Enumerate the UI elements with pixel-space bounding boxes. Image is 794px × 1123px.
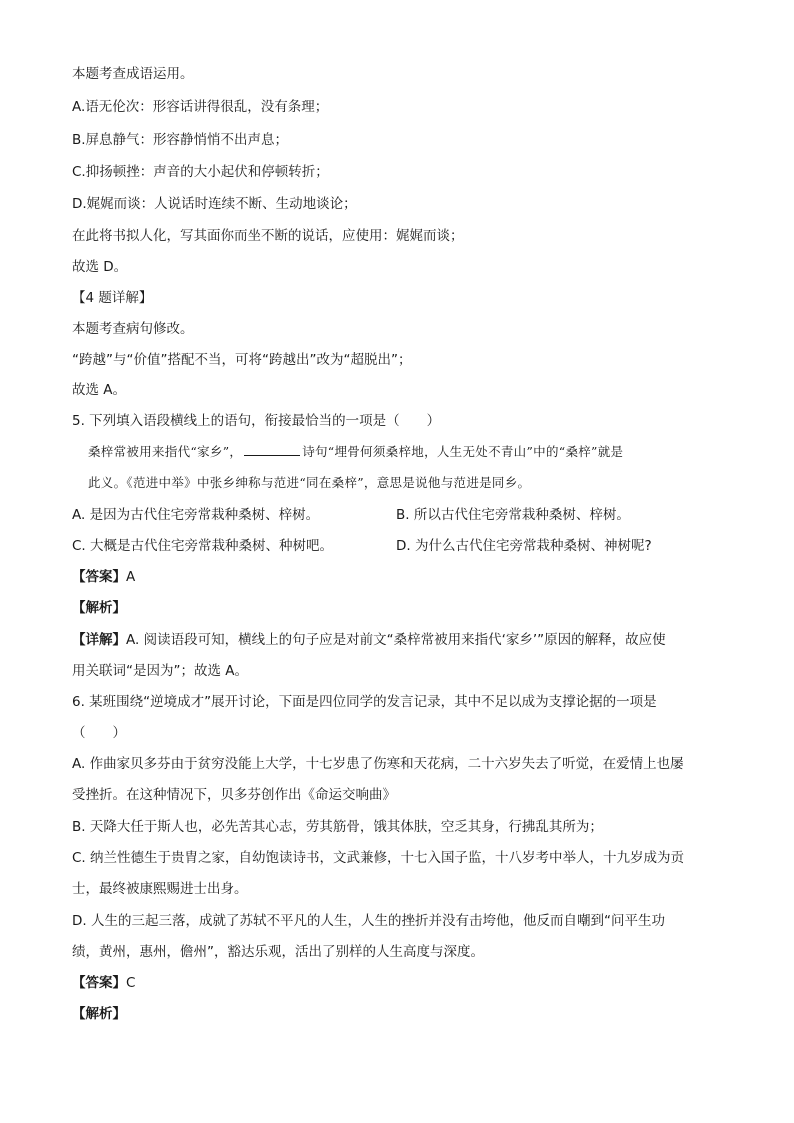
answer-value: A: [126, 569, 136, 585]
text-line: 受挫折。在这种情况下，贝多芬创作出《命运交响曲》: [72, 787, 396, 803]
text-line: 在此将书拟人化，写其面你而坐不断的说话，应使用：娓娓而谈；: [72, 228, 464, 244]
answer-line: [72, 973, 135, 993]
option-b: B. 天降大任于斯人也，必先苦其心志，劳其筋骨，饿其体肤，空乏其身，行拂乱其所为；: [72, 819, 603, 835]
option-c: C. 纳兰性德生于贵胄之家，自幼饱读诗书，文武兼修，十七入国子监，十八岁考中举人，十九岁成为贡: [72, 850, 685, 866]
option-a: A. 是因为古代住宅旁常栽种桑树、梓树。: [72, 507, 320, 523]
analysis-label: 【解析】: [72, 1006, 126, 1022]
answer-label: 【答案】: [72, 975, 126, 991]
passage-line: [88, 442, 623, 462]
text-line: B.屏息静气：形容静悄悄不出声息；: [72, 132, 289, 148]
detail-text: A. 阅读语段可知，横线上的句子应是对前文“桑梓常被用来指代‘家乡’”原因的解释，故应使: [126, 632, 666, 648]
option-d: D. 人生的三起三落，成就了苏轼不平凡的人生，人生的挫折并没有击垮他，他反而自嘲到“问平生功: [72, 913, 665, 929]
fill-blank: [244, 443, 300, 456]
detail-label: 【详解】: [72, 632, 126, 648]
option-d: D. 为什么古代住宅旁常栽种桑树、神树呢?: [396, 538, 652, 554]
option-c: C. 大概是古代住宅旁常栽种桑树、种树吧。: [72, 538, 334, 554]
text-line: 士，最终被康熙赐进士出身。: [72, 881, 248, 897]
option-b: B. 所以古代住宅旁常栽种桑树、梓树。: [396, 507, 630, 523]
text-line: A.语无伦次：形容话讲得很乱，没有条理；: [72, 99, 329, 115]
passage-text: 桑梓常被用来指代“家乡”，: [88, 444, 243, 459]
detail-line: [72, 630, 666, 650]
passage-text: 诗句“埋骨何须桑梓地，人生无处不青山”中的“桑梓”就是: [302, 444, 624, 459]
answer-line: [72, 567, 135, 587]
text-line: 用关联词“是因为”；故选 A。: [72, 663, 249, 679]
analysis-label: 【解析】: [72, 600, 126, 616]
text-line: 故选 D。: [72, 259, 128, 275]
text-line: D.娓娓而谈：人说话时连续不断、生动地谈论；: [72, 196, 357, 212]
text-line: 本题考查成语运用。: [72, 66, 194, 82]
text-line: 绩，黄州，惠州，儋州”，豁达乐观，活出了别样的人生高度与深度。: [72, 944, 484, 960]
answer-value: C: [126, 975, 136, 991]
text-line: 本题考查病句修改。: [72, 321, 194, 337]
section-heading: 【4 题详解】: [72, 290, 153, 306]
question-6: 6. 某班围绕“逆境成才”展开讨论，下面是四位同学的发言记录，其中不足以成为支撑论据的一项是: [72, 694, 657, 710]
text-line: 故选 A。: [72, 382, 127, 398]
option-a: A. 作曲家贝多芬由于贫穷没能上大学，十七岁患了伤寒和天花病，二十六岁失去了听觉，在爱情上也屡: [72, 756, 684, 772]
answer-label: 【答案】: [72, 569, 126, 585]
text-line: “跨越”与“价值”搭配不当，可将“跨越出”改为“超脱出”；: [72, 352, 412, 368]
text-line: （ ）: [72, 725, 126, 741]
passage-line: 此义。《范进中举》中张乡绅称与范进“同在桑梓”，意思是说他与范进是同乡。: [88, 475, 531, 490]
question-5: 5. 下列填入语段横线上的语句，衔接最恰当的一项是（ ）: [72, 413, 441, 429]
text-line: C.抑扬顿挫：声音的大小起伏和停顿转折；: [72, 164, 329, 180]
